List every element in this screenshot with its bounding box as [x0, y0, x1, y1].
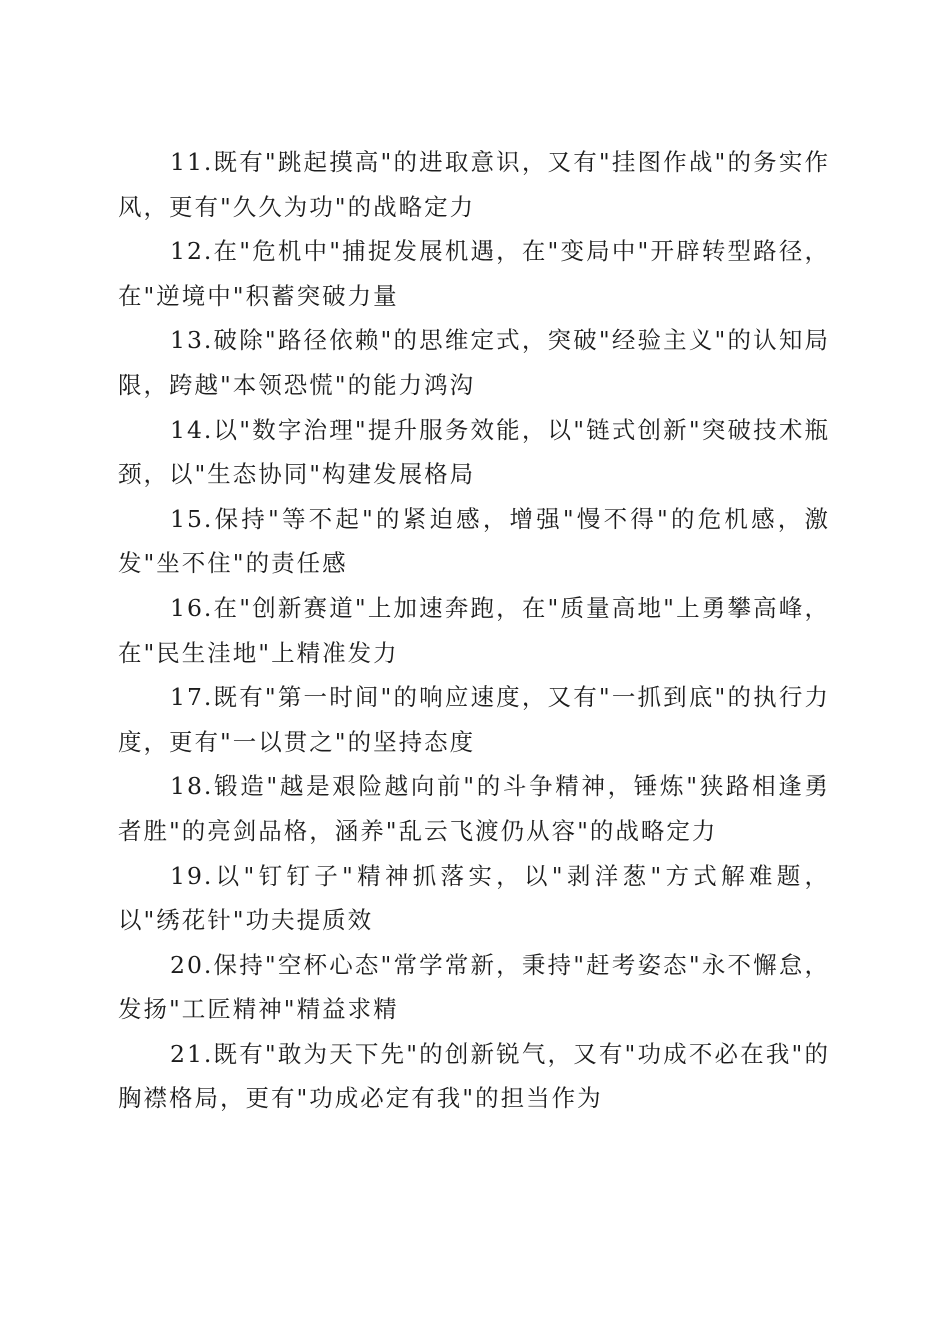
- paragraph-14: 14.以"数字治理"提升服务效能，以"链式创新"突破技术瓶颈，以"生态协同"构建发展格局: [118, 415, 830, 489]
- paragraph-16: 16.在"创新赛道"上加速奔跑，在"质量高地"上勇攀高峰，在"民生洼地"上精准发力: [118, 593, 830, 667]
- paragraph-15: 15.保持"等不起"的紧迫感，增强"慢不得"的危机感，激发"坐不住"的责任感: [118, 504, 830, 578]
- document-body: [118, 140, 830, 1121]
- paragraph-11: 11.既有"跳起摸高"的进取意识，又有"挂图作战"的务实作风，更有"久久为功"的战略定力: [118, 148, 830, 221]
- paragraph-21: 21.既有"敢为天下先"的创新锐气，又有"功成不必在我"的胸襟格局，更有"功成必定有我"的担当作为: [118, 1039, 830, 1113]
- paragraph-12: 12.在"危机中"捕捉发展机遇，在"变局中"开辟转型路径，在"逆境中"积蓄突破力量: [118, 237, 830, 310]
- paragraph-17: 17.既有"第一时间"的响应速度，又有"一抓到底"的执行力度，更有"一以贯之"的坚持态度: [118, 683, 830, 756]
- paragraph-20: 20.保持"空杯心态"常学常新，秉持"赶考姿态"永不懈怠，发扬"工匠精神"精益求精: [118, 950, 830, 1024]
- paragraph-19: 19.以"钉钉子"精神抓落实，以"剥洋葱"方式解难题，以"绣花针"功夫提质效: [118, 861, 830, 935]
- paragraph-18: 18.锻造"越是艰险越向前"的斗争精神，锤炼"狭路相逢勇者胜"的亮剑品格，涵养"乱云飞渡仍从容"的战略定力: [118, 772, 830, 845]
- paragraph-13: 13.破除"路径依赖"的思维定式，突破"经验主义"的认知局限，跨越"本领恐慌"的能力鸿沟: [118, 326, 830, 399]
